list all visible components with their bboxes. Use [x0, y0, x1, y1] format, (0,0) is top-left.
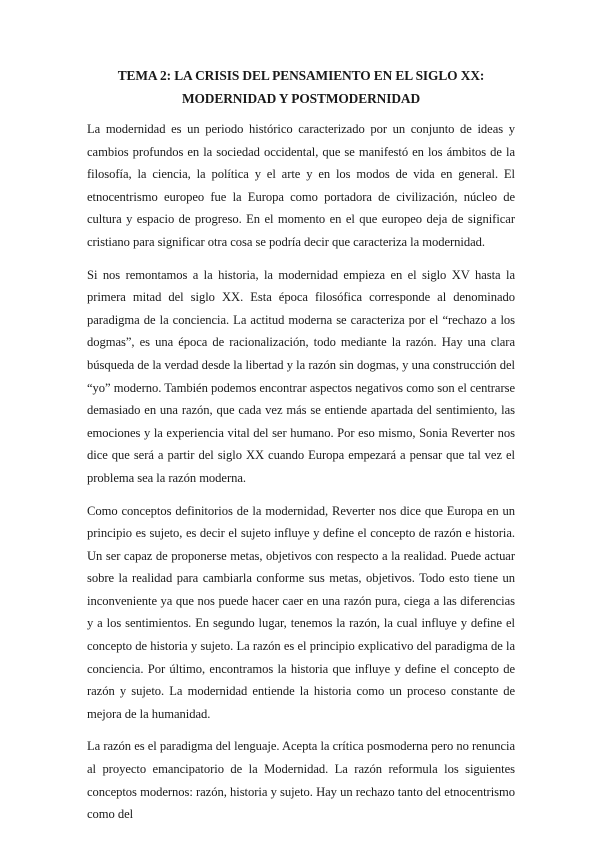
paragraph-historia-modernidad: Si nos remontamos a la historia, la modernidad empieza en el siglo XV hasta la primera mitad del siglo XX. Esta época filosófica corresponde al denominado paradigma de la conciencia. La actitud moderna se caracteriza por el “rechazo a los dogmas”, es una época de racionalización, todo mediante la razón. Hay una clara búsqueda de la verdad desde la libertad y la razón sin dogmas, y una construcción del “yo” moderno. También podemos encontrar aspectos negativos como son el centrarse demasiado en una razón, que cada vez más se entiende apartada del sentimiento, las emociones y la experiencia vital del ser humano. Por eso mismo, Sonia Reverter nos dice que será a partir del siglo XX cuando Europa empezará a pensar que tal vez el problema sea la razón moderna.: [87, 267, 515, 485]
paragraph-conceptos-definitorios: Como conceptos definitorios de la modernidad, Reverter nos dice que Europa en un principio es sujeto, es decir el sujeto influye y define el concepto de razón e historia. Un ser capaz de proponerse metas, objetivos con respecto a la realidad. Puede actuar sobre la realidad para cambiarla conforme sus metas, objetivos. Todo esto tiene un inconveniente ya que nos puede hacer caer en una razón pura, ciega a las diferencias y a los sentimientos. En segundo lugar, tenemos la razón, la cual influye y define el concepto de historia y sujeto. La razón es el principio explicativo del paradigma de la conciencia. Por último, encontramos la historia que influye y define el concepto de razón y sujeto. La modernidad entiende la historia como un proceso constante de mejora de la humanidad.: [87, 503, 515, 721]
paragraph-paradigma-lenguaje: La razón es el paradigma del lenguaje. Acepta la crítica posmoderna pero no renuncia al proyecto emancipatorio de la Modernidad. La razón reformula los siguientes conceptos modernos: razón, historia y sujeto. Hay un rechazo tanto del etnocentrismo como del: [87, 739, 515, 822]
document-title: TEMA 2: LA CRISIS DEL PENSAMIENTO EN EL SIGLO XX: MODERNIDAD Y POSTMODERNIDAD: [117, 68, 485, 106]
paragraph-modernidad-definicion: La modernidad es un periodo histórico caracterizado por un conjunto de ideas y cambios profundos en la sociedad occidental, que se manifestó en los ámbitos de la filosofía, la ciencia, la política y el arte y en los modos de vida en general. El etnocentrismo europeo fue la Europa como portadora de civilización, núcleo de cultura y espacio de progreso. En el momento en el que europeo deja de significar cristiano para significar otra cosa se podría decir que caracteriza la modernidad.: [87, 122, 515, 249]
